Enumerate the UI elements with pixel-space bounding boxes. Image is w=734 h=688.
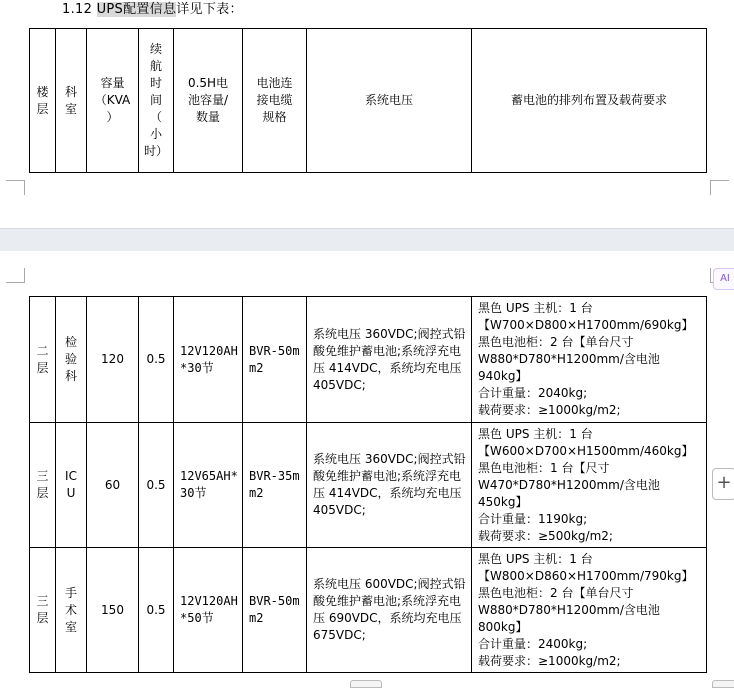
caption-prefix: 1.12 bbox=[62, 2, 97, 17]
crop-mark bbox=[710, 180, 729, 195]
table-row bbox=[30, 548, 707, 673]
caption-highlight: UPS配置信息 bbox=[96, 2, 177, 17]
header-cable: 电池连 接电缆 规格 bbox=[243, 29, 307, 173]
cell-dept: IC U bbox=[56, 423, 87, 548]
ups-table-body bbox=[29, 296, 707, 673]
cell-floor: 三 层 bbox=[30, 548, 56, 673]
cell-runtime: 0.5 bbox=[139, 423, 174, 548]
document-page-1 bbox=[0, 0, 734, 228]
scroll-handle[interactable] bbox=[712, 680, 734, 688]
horizontal-scroll-handle[interactable] bbox=[350, 680, 382, 688]
header-dept: 科 室 bbox=[56, 29, 87, 173]
cell-voltage: 系统电压 360VDC;阀控式铅酸免维护蓄电池;系统浮充电压 414VDC，系统均充电压 405VDC; bbox=[307, 297, 472, 423]
cell-runtime: 0.5 bbox=[139, 297, 174, 423]
header-row bbox=[30, 29, 707, 173]
header-capacity: 容量 （KVA ） bbox=[87, 29, 139, 173]
crop-mark bbox=[6, 268, 25, 283]
cell-capacity: 120 bbox=[87, 297, 139, 423]
table-row bbox=[30, 297, 707, 423]
page-gap bbox=[0, 228, 734, 252]
cell-runtime: 0.5 bbox=[139, 548, 174, 673]
cell-dept: 手 术 室 bbox=[56, 548, 87, 673]
cell-layout: 黑色 UPS 主机：1 台【W800×D860×H1700mm/790kg】 黑色电池柜：2 台【单台尺寸 W880*D780*H1200mm/含电池 800kg】 合计重量：2400kg; 载荷要求：≥1000kg/m2; bbox=[472, 548, 707, 673]
crop-mark bbox=[6, 180, 25, 195]
cell-cable: BVR-50m m2 bbox=[243, 548, 307, 673]
cell-cable: BVR-50m m2 bbox=[243, 297, 307, 423]
table-row bbox=[30, 423, 707, 548]
cell-capacity: 150 bbox=[87, 548, 139, 673]
header-layout: 蓄电池的排列布置及载荷要求 bbox=[472, 29, 707, 173]
cell-capacity: 60 bbox=[87, 423, 139, 548]
cell-floor: 二 层 bbox=[30, 297, 56, 423]
cell-voltage: 系统电压 600VDC;阀控式铅酸免维护蓄电池;系统浮充电压 690VDC，系统均充电压 675VDC; bbox=[307, 548, 472, 673]
ai-assistant-button[interactable]: AI bbox=[713, 268, 734, 290]
cell-battery: 12V65AH* 30节 bbox=[174, 423, 243, 548]
cell-dept: 检 验 科 bbox=[56, 297, 87, 423]
table-caption bbox=[62, 0, 243, 17]
caption-suffix: 详见下表： bbox=[176, 2, 243, 17]
cell-floor: 三 层 bbox=[30, 423, 56, 548]
add-button[interactable]: + bbox=[712, 468, 734, 500]
header-runtime: 续 航 时 间 （ 小 时） bbox=[139, 29, 174, 173]
cell-layout: 黑色 UPS 主机：1 台【W700×D800×H1700mm/690kg】 黑色电池柜：2 台【单台尺寸 W880*D780*H1200mm/含电池 940kg】 合计重量：2040kg; 载荷要求：≥1000kg/m2; bbox=[472, 297, 707, 423]
header-floor: 楼 层 bbox=[30, 29, 56, 173]
header-voltage: 系统电压 bbox=[307, 29, 472, 173]
header-battery: 0.5H电 池容量/ 数量 bbox=[174, 29, 243, 173]
cell-voltage: 系统电压 360VDC;阀控式铅酸免维护蓄电池;系统浮充电压 414VDC，系统均充电压 405VDC; bbox=[307, 423, 472, 548]
cell-layout: 黑色 UPS 主机：1 台【W600×D700×H1500mm/460kg】 黑色电池柜：1 台【尺寸 W470*D780*H1200mm/含电池 450kg】 合计重量：1190kg; 载荷要求：≥500kg/m2; bbox=[472, 423, 707, 548]
cell-cable: BVR-35m m2 bbox=[243, 423, 307, 548]
ups-table-header bbox=[29, 28, 707, 173]
cell-battery: 12V120AH *30节 bbox=[174, 297, 243, 423]
cell-battery: 12V120AH *50节 bbox=[174, 548, 243, 673]
